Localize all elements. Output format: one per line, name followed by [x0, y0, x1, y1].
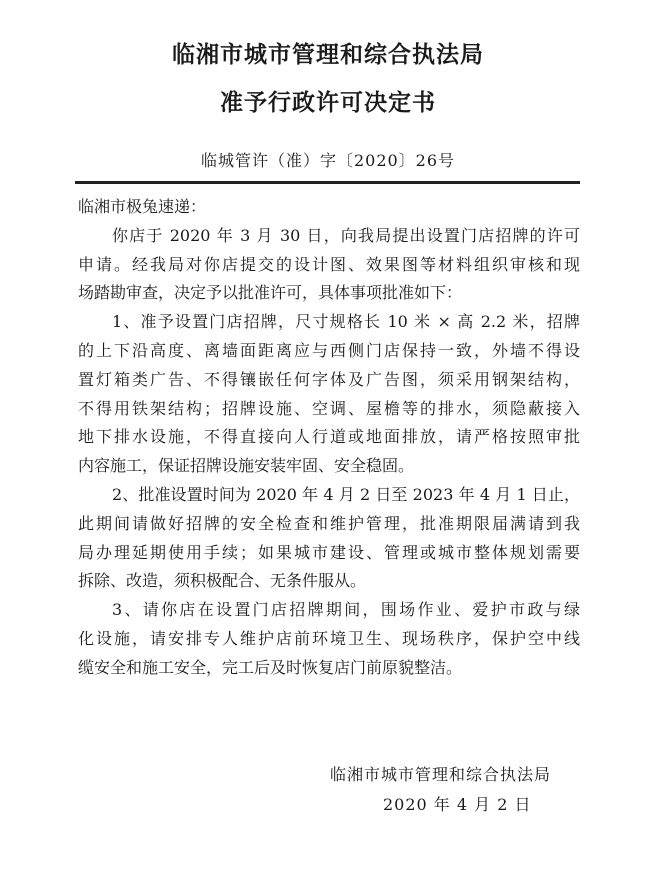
paragraph-line: 2、批准设置时间为 2020 年 4 月 2 日至 2023 年 4 月 1 日止，: [112, 484, 580, 504]
paragraph-line: 置灯箱类广告、不得镶嵌任何字体及广告图，须采用钢架结构，: [78, 369, 580, 389]
paragraph-line: 化设施，请安排专人维护店前环境卫生、现场秩序，保护空中线: [78, 628, 580, 648]
paragraph-line: 3、请你店在设置门店招牌期间，围场作业、爱护市政与绿: [112, 600, 580, 620]
paragraph-line: 场踏勘审查，决定予以批准许可，具体事项批准如下：: [78, 283, 463, 303]
header-divider: [75, 181, 580, 184]
paragraph-line: 地下排水设施，不得直接向人行道或地面排放，请严格按照审批: [78, 427, 580, 447]
paragraph-line: 缆安全和施工安全，完工后及时恢复店门前原貌整洁。: [78, 657, 463, 677]
paragraph-line: 申请。经我局对你店提交的设计图、效果图等材料组织审核和现: [78, 254, 580, 274]
signature-date: 2020 年 4 月 2 日: [383, 795, 532, 814]
document-body: [78, 193, 580, 683]
salutation: 临湘市极兔速递：: [78, 197, 207, 216]
paragraph-line: 局办理延期使用手续；如果城市建设、管理或城市整体规划需要: [78, 542, 580, 562]
signature-issuer: 临湘市城市管理和综合执法局: [330, 765, 552, 784]
paragraph-line: 1、准予设置门店招牌，尺寸规格长 10 米 × 高 2.2 米，招牌: [112, 312, 580, 332]
document-issuer-title: 临湘市城市管理和综合执法局: [172, 41, 484, 68]
paragraph-line: 不得用铁架结构；招牌设施、空调、屋檐等的排水，须隐蔽接入: [78, 398, 580, 418]
paragraph-line: 你店于 2020 年 3 月 30 日，向我局提出设置门店招牌的许可: [112, 225, 580, 245]
document-number: 临城管许（准）字〔2020〕26号: [200, 151, 456, 170]
document-title: 准予行政许可决定书: [220, 89, 436, 116]
paragraph-line: 的上下沿高度、离墙面距离应与西侧门店保持一致，外墙不得设: [78, 340, 580, 360]
paragraph-line: 此期间请做好招牌的安全检查和维护管理，批准期限届满请到我: [78, 513, 580, 533]
paragraph-line: 内容施工，保证招牌设施安装牢固、安全稳固。: [78, 456, 415, 476]
paragraph-line: 拆除、改造，须积极配合、无条件服从。: [78, 571, 367, 591]
